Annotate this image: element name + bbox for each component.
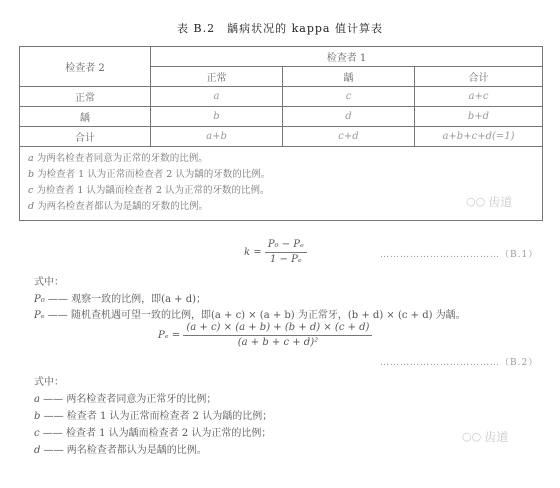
formula-b2 — [158, 321, 372, 350]
table-cell: d — [283, 107, 415, 127]
definition-item: a —— 两名检查者同意为正常牙的比例； — [34, 394, 217, 405]
row-label: 合计 — [20, 127, 151, 147]
table-note: d 为两名检查者都认为是龋的牙数的比例。 — [28, 201, 209, 212]
table-cell: b+d — [415, 107, 543, 127]
formula-lhs: Pₑ = — [158, 330, 181, 341]
kappa-table — [19, 46, 543, 221]
wechat-icon: ○○ — [462, 430, 482, 443]
definition-item: Pₑ —— 随机查机遇可望一致的比例，即(a + c) × (a + b) 为正常牙，(b + d) × (c + d) 为龋。 — [34, 310, 466, 321]
row-label: 正常 — [20, 87, 151, 107]
table-note: c 为检查者 1 认为龋而检查者 2 认为正常的牙数的比例。 — [28, 185, 270, 196]
table-cell: a+b+c+d(=1) — [415, 127, 543, 147]
table-cell: b — [151, 107, 283, 127]
equation-number: ………………………………（B.1） — [380, 250, 539, 260]
definition-item: P₀ —— 观察一致的比例，即(a + d)； — [34, 294, 207, 305]
row-label: 龋 — [20, 107, 151, 127]
col-header-caries: 龋 — [283, 67, 415, 87]
fraction-denominator: (a + b + c + d)² — [237, 337, 319, 348]
definition-item: b —— 检查者 1 认为正常而检查者 2 认为龋的比例； — [34, 411, 273, 422]
table-note: b 为检查者 1 认为正常而检查者 2 认为龋的牙数的比例。 — [28, 169, 271, 180]
definition-item: d —— 两名检查者都认为是龋的比例。 — [34, 445, 207, 456]
col-header-normal: 正常 — [151, 67, 283, 87]
table-cell: a+b — [151, 127, 283, 147]
definitions-heading: 式中： — [34, 377, 64, 388]
formula-lhs: k = — [244, 247, 262, 258]
equation-number: ………………………………（B.2） — [380, 358, 539, 368]
fraction-numerator: (a + c) × (a + b) + (b + d) × (c + d) — [183, 321, 372, 336]
table-note: a 为两名检查者同意为正常的牙数的比例。 — [28, 153, 208, 164]
table-cell: a+c — [415, 87, 543, 107]
formula-b1 — [244, 238, 307, 267]
fraction-numerator: P₀ − Pₑ — [265, 238, 307, 253]
watermark — [466, 193, 512, 210]
fraction — [265, 238, 307, 267]
table-row — [20, 107, 543, 127]
wechat-icon: ○○ — [466, 195, 486, 208]
definition-item: c —— 检查者 1 认为龋而检查者 2 认为正常的比例； — [34, 428, 272, 439]
table-cell: a — [151, 87, 283, 107]
header-examiner-1: 检查者 1 — [151, 47, 543, 67]
watermark-text: 齿道 — [484, 430, 509, 444]
table-row — [20, 87, 543, 107]
table-title: 表 B.2 龋病状况的 kappa 值计算表 — [177, 22, 383, 35]
table-notes — [20, 147, 543, 221]
fraction-denominator: 1 − Pₑ — [270, 254, 302, 265]
table-cell: c — [283, 87, 415, 107]
table-cell: c+d — [283, 127, 415, 147]
watermark-text: 齿道 — [488, 195, 513, 209]
table-row — [20, 127, 543, 147]
header-examiner-2: 检查者 2 — [20, 47, 151, 87]
fraction — [183, 321, 372, 350]
col-header-total: 合计 — [415, 67, 543, 87]
watermark — [462, 428, 508, 445]
definitions-heading: 式中： — [34, 277, 64, 288]
